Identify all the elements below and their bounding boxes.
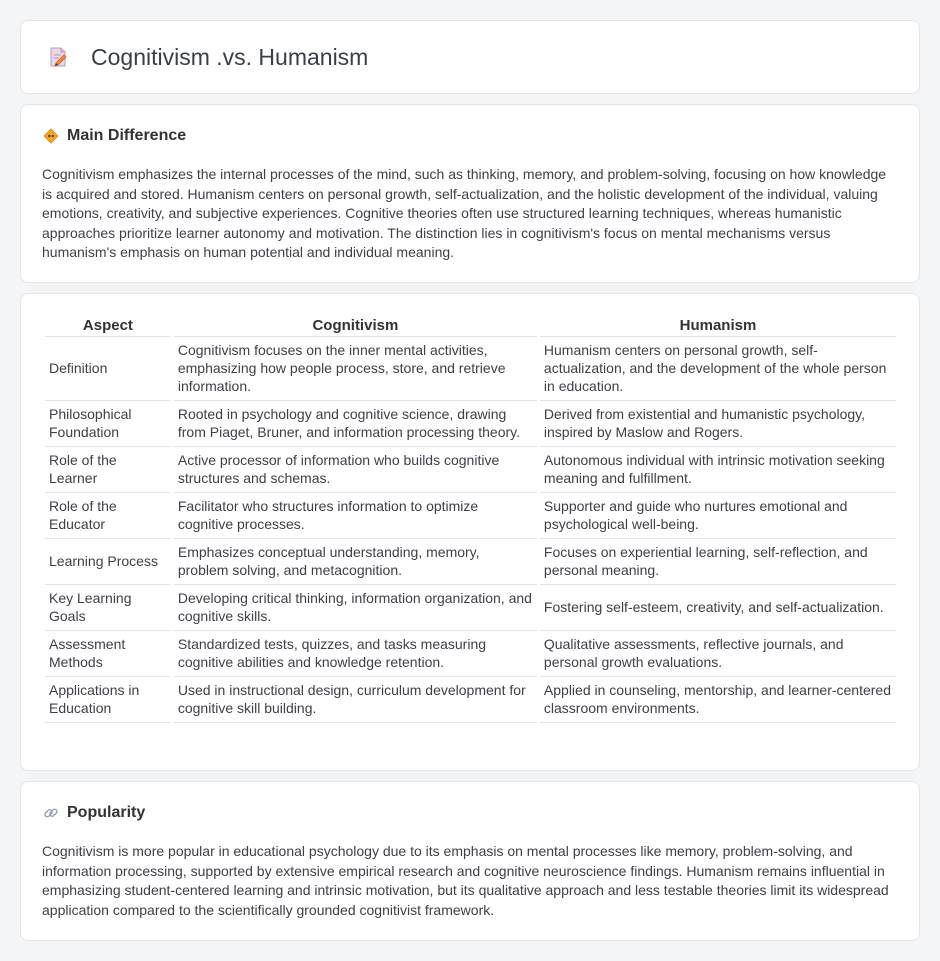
cell-aspect: Applications in Education — [45, 677, 171, 723]
header-humanism: Humanism — [540, 315, 896, 337]
main-difference-text: Cognitivism emphasizes the internal processes of the mind, such as thinking, memory, and problem-solving, focusing on how knowledge is acquired and stored. Humanism centers on personal growth, self-actualization, and the holistic development of the individual, valuing emotions, creativity, and subjective experiences. Cognitive theories often use structured learning techniques, whereas humanistic approaches prioritize learner autonomy and motivation. The distinction lies in cognitivism's focus on mental mechanisms versus humanism's emphasis on human potential and individual meaning. — [42, 166, 887, 260]
cell-aspect: Assessment Methods — [45, 631, 171, 677]
cell-humanism: Qualitative assessments, reflective journals, and personal growth evaluations. — [540, 631, 896, 677]
table-header-row — [45, 315, 896, 337]
table-row — [45, 493, 896, 539]
popularity-section — [20, 781, 920, 941]
cell-cognitivism: Cognitivism focuses on the inner mental activities, emphasizing how people process, store, and retrieve information. — [174, 337, 537, 401]
main-difference-section — [20, 104, 920, 283]
header-aspect: Aspect — [45, 315, 171, 337]
cell-cognitivism: Developing critical thinking, information organization, and cognitive skills. — [174, 585, 537, 631]
cell-aspect: Learning Process — [45, 539, 171, 585]
cell-humanism: Supporter and guide who nurtures emotional and psychological well-being. — [540, 493, 896, 539]
cell-cognitivism: Active processor of information who builds cognitive structures and schemas. — [174, 447, 537, 493]
cell-aspect: Role of the Learner — [45, 447, 171, 493]
cell-humanism: Fostering self-esteem, creativity, and self-actualization. — [540, 585, 896, 631]
cell-cognitivism: Used in instructional design, curriculum development for cognitive skill building. — [174, 677, 537, 723]
table-row — [45, 337, 896, 401]
cell-cognitivism: Rooted in psychology and cognitive science, drawing from Piaget, Bruner, and information processing theory. — [174, 401, 537, 447]
cell-humanism: Autonomous individual with intrinsic motivation seeking meaning and fulfillment. — [540, 447, 896, 493]
cell-aspect: Key Learning Goals — [45, 585, 171, 631]
comparison-table-section — [20, 293, 920, 771]
table-row — [45, 401, 896, 447]
cell-humanism: Derived from existential and humanistic psychology, inspired by Maslow and Rogers. — [540, 401, 896, 447]
page-title: Cognitivism .vs. Humanism — [91, 43, 369, 70]
comparison-table — [42, 315, 899, 723]
document-edit-icon — [47, 46, 69, 68]
table-row — [45, 631, 896, 677]
header-card — [20, 20, 920, 94]
cell-aspect: Role of the Educator — [45, 493, 171, 539]
cell-humanism: Applied in counseling, mentorship, and learner-centered classroom environments. — [540, 677, 896, 723]
popularity-heading: Popularity — [67, 804, 146, 821]
cell-humanism: Humanism centers on personal growth, self-actualization, and the development of the whole person in education. — [540, 337, 896, 401]
popularity-text: Cognitivism is more popular in educational psychology due to its emphasis on mental processes like memory, problem-solving, and information processing, supported by extensive empirical research and cognitive neuroscience findings. Humanism remains influential in emphasizing student-centered learning and intrinsic motivation, but its qualitative approach and less testable theories limit its widespread application compared to the scientifically grounded cognitivist framework. — [42, 843, 889, 918]
table-row — [45, 585, 896, 631]
main-difference-heading: Main Difference — [67, 127, 187, 144]
cell-cognitivism: Emphasizes conceptual understanding, memory, problem solving, and metacognition. — [174, 539, 537, 585]
table-row — [45, 677, 896, 723]
link-icon — [43, 805, 59, 821]
cell-aspect: Philosophical Foundation — [45, 401, 171, 447]
header-cognitivism: Cognitivism — [174, 315, 537, 337]
cell-cognitivism: Facilitator who structures information to optimize cognitive processes. — [174, 493, 537, 539]
cell-aspect: Definition — [45, 337, 171, 401]
diamond-icon — [43, 128, 59, 144]
cell-cognitivism: Standardized tests, quizzes, and tasks measuring cognitive abilities and knowledge retention. — [174, 631, 537, 677]
table-row — [45, 539, 896, 585]
cell-humanism: Focuses on experiential learning, self-reflection, and personal meaning. — [540, 539, 896, 585]
table-row — [45, 447, 896, 493]
